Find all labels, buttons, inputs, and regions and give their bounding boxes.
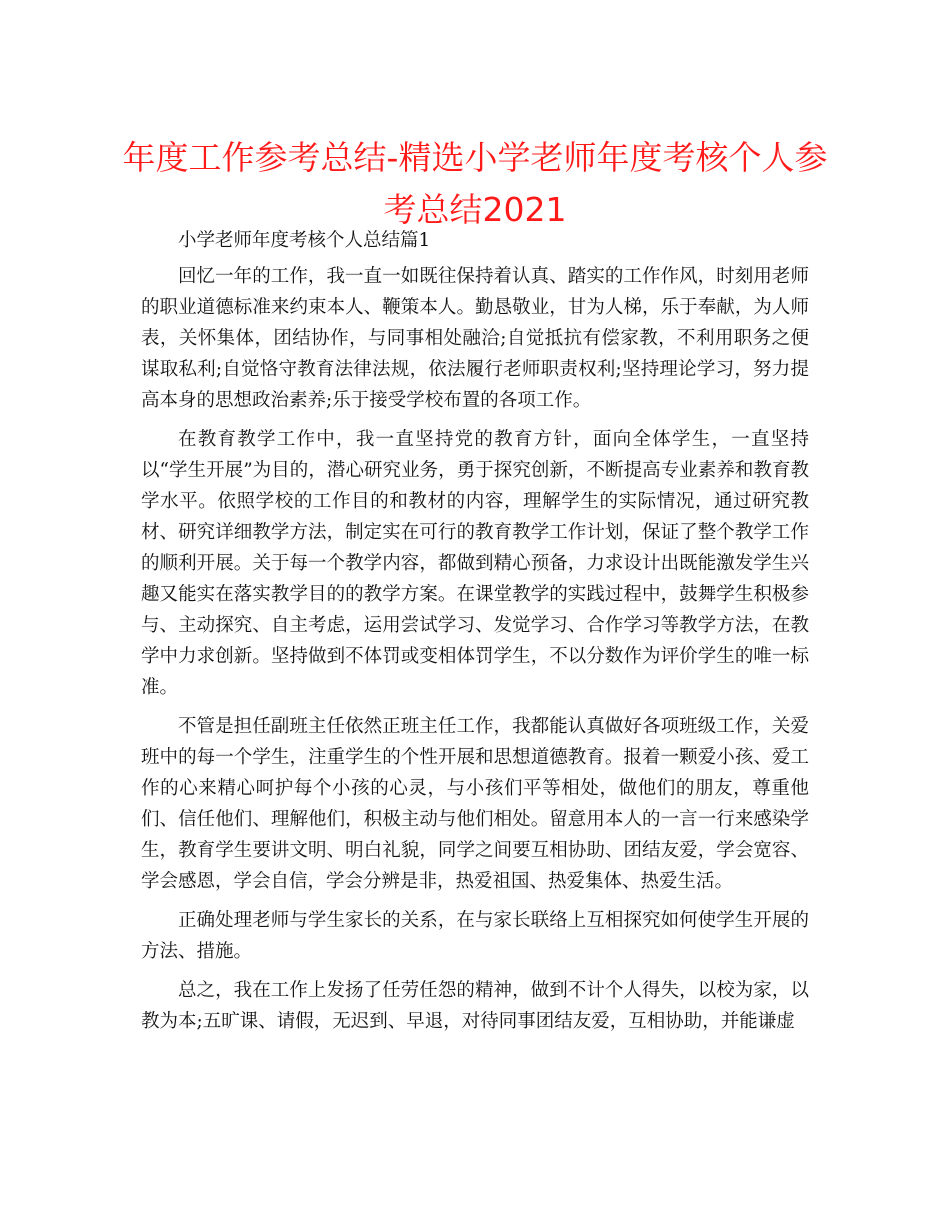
paragraph-5: 总之，我在工作上发扬了任劳任怨的精神，做到不计个人得失，以校为家，以教为本;五旷课、请假，无迟到、早退，对待同事团结友爱，互相协助，并能谦虚 (141, 980, 809, 1032)
paragraph-4: 正确处理老师与学生家长的关系，在与家长联络上互相探究如何使学生开展的方法、措施。 (141, 910, 809, 962)
paragraph-2: 在教育教学工作中，我一直坚持党的教育方针，面向全体学生，一直坚持以“学生开展”为目的，潜心研究业务，勇于探究创新，不断提高专业素养和教育教学水平。依照学校的工作目的和教材的内容，理解学生的实际情况，通过研究教材、研究详细教学方法，制定实在可行的教育教学工作计划，保证了整个教学工作的顺利开展。关于每一个教学内容，都做到精心预备，力求设计出既能激发学生兴趣又能实在落实教学目的的教学方案。在课堂教学的实践过程中，鼓舞学生积极参与、主动探究、自主考虑，运用尝试学习、发觉学习、合作学习等教学方法，在教学中力求创新。坚持做到不体罚或变相体罚学生，不以分数作为评价学生的唯一标准。 (141, 429, 809, 698)
section-heading: 小学老师年度考核个人总结篇1 (178, 230, 431, 251)
paragraph-3: 不管是担任副班主任依然正班主任工作，我都能认真做好各项班级工作，关爱班中的每一个学生，注重学生的个性开展和思想道德教育。报着一颗爱小孩、爱工作的心来精心呵护每个小孩的心灵，与小孩们平等相处，做他们的朋友，尊重他们、信任他们、理解他们，积极主动与他们相处。留意用本人的一言一行来感染学生，教育学生要讲文明、明白礼貌，同学之间要互相协助、团结友爱，学会宽容、学会感恩，学会自信，学会分辨是非，热爱祖国、热爱集体、热爱生活。 (141, 716, 809, 892)
document-title: 年度工作参考总结-精选小学老师年度考核个人参考总结2021 (122, 138, 828, 229)
document-body (141, 225, 809, 1045)
paragraph-1: 回忆一年的工作，我一直一如既往保持着认真、踏实的工作作风，时刻用老师的职业道德标准来约束本人、鞭策本人。勤恳敬业，甘为人梯，乐于奉献，为人师表，关怀集体，团结协作，与同事相处融洽;自觉抵抗有偿家教，不利用职务之便谋取私利;自觉恪守教育法律法规，依法履行老师职责权利;坚持理论学习，努力提高本身的思想政治素养;乐于接受学校布置的各项工作。 (141, 266, 809, 411)
